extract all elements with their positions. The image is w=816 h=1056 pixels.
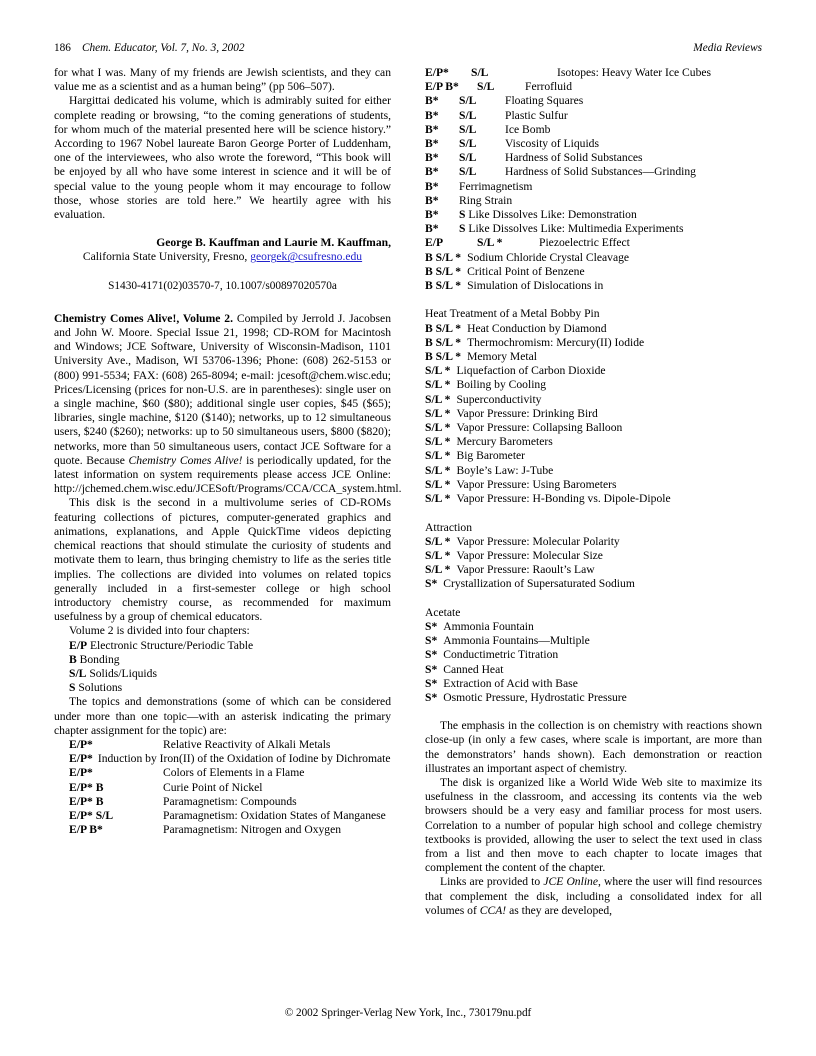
- topic-item: [425, 435, 762, 449]
- topic-title: Crystallization of Supersaturated Sodium: [443, 577, 635, 591]
- right-topic-list: [425, 66, 762, 705]
- topic-item: [425, 322, 762, 336]
- topic-title: Conductimetric Titration: [443, 648, 559, 662]
- topic-code-primary: S/L *: [425, 449, 451, 463]
- topic-code-secondary: S/L: [471, 66, 489, 79]
- topic-item: [425, 336, 762, 350]
- topic-item: [54, 823, 391, 837]
- spacer: [54, 222, 391, 236]
- topic-item: [425, 577, 762, 591]
- topic-item: [425, 535, 762, 549]
- topic-title: Sodium Chloride Crystal Cleavage: [467, 250, 630, 264]
- chapter-key-list: [54, 639, 391, 696]
- topic-code-secondary: S/L: [459, 151, 477, 165]
- topic-item: [425, 521, 762, 535]
- topic-code-primary: B*: [425, 193, 439, 207]
- topic-code: E/P* B: [69, 780, 104, 794]
- topic-code-primary: S*: [425, 676, 438, 690]
- topic-item: [425, 251, 762, 265]
- chapter-label: Electronic Structure/Periodic Table: [89, 638, 254, 652]
- topic-code-secondary: S/L: [459, 108, 477, 122]
- links-text-tail: as they are developed,: [506, 903, 613, 917]
- topic-code-primary: S/L *: [425, 406, 451, 420]
- topic-item: [425, 123, 762, 137]
- topic-title: Vapor Pressure: Molecular Size: [456, 548, 603, 562]
- review-citation-rest: Compiled by Jerrold J. Jacobsen and John W. Moore. Special Issue 21, 1998; CD-ROM for Macintosh and Windows; JCE Software, University of Wisconsin-Madison, 1101 University Ave., Madison, WI 53706-1396; Phone: (608) 262-5153 or (800) 991-5534; FAX: (608) 265-8094; e-mail: jcesoft@chem.wisc.edu; Prices/Licensing (prices for non-U.S. are in parentheses): single user on a single machine, $60 ($80); additional single user copies, $45 ($65); libraries, single machine, $120 ($140); networks, up to 12 simultaneous users, $240 ($260); networks: up to 50 simultaneous users, $800 ($820); networks, more than 50 simultaneous users, contact JCE Software for a quote. Because: [54, 311, 391, 467]
- topic-item: [54, 781, 391, 795]
- topic-code: E/P B*: [69, 823, 103, 837]
- chapter-key-item: [54, 667, 391, 681]
- chapter-key-item: [54, 681, 391, 695]
- topic-title: Colors of Elements in a Flame: [163, 766, 305, 780]
- topic-title: Vapor Pressure: Using Barometers: [456, 477, 617, 491]
- author-block: [54, 236, 391, 264]
- topic-title: Thermochromism: Mercury(II) Iodide: [467, 335, 645, 349]
- topic-title: Floating Squares: [505, 94, 584, 108]
- topic-item: [425, 464, 762, 478]
- topic-title: Canned Heat: [443, 662, 504, 676]
- topic-item: [425, 648, 762, 662]
- topic-title: Attraction: [425, 520, 473, 534]
- topic-title: Acetate: [425, 605, 461, 619]
- topic-title: Heat Treatment of a Metal Bobby Pin: [425, 307, 600, 321]
- topic-title: Paramagnetism: Oxidation States of Manganese: [163, 808, 386, 822]
- topic-code-primary: B S/L *: [425, 250, 462, 264]
- jce-online-italic: JCE Online: [543, 875, 598, 889]
- topic-code-primary: S*: [425, 662, 438, 676]
- topic-title: Ring Strain: [459, 193, 513, 207]
- topic-item: [425, 279, 762, 293]
- topic-code-tertiary: S: [459, 222, 469, 236]
- topic-title: Boyle’s Law: J-Tube: [456, 463, 554, 477]
- topic-code-primary: E/P: [425, 236, 444, 250]
- topic-title: Osmotic Pressure, Hydrostatic Pressure: [443, 690, 627, 704]
- topic-title: Vapor Pressure: H-Bonding vs. Dipole-Dipole: [456, 492, 671, 506]
- author-affiliation: [54, 250, 391, 264]
- topic-title: Big Barometer: [456, 449, 526, 463]
- topic-code-primary: B S/L *: [425, 264, 462, 278]
- topic-code-primary: S/L *: [425, 492, 451, 506]
- topic-code-primary: B*: [425, 151, 439, 165]
- topic-item: [425, 94, 762, 108]
- topic-title: Induction by Iron(II) of the Oxidation of Iodine by Dichromate: [97, 752, 391, 766]
- review-title-italic: Chemistry Comes Alive!: [128, 453, 243, 467]
- topic-title: Relative Reactivity of Alkali Metals: [163, 737, 331, 751]
- topic-title: Superconductivity: [456, 392, 542, 406]
- topic-code: E/P* B: [69, 794, 104, 808]
- topic-code-primary: B*: [425, 208, 439, 222]
- topic-item: [425, 663, 762, 677]
- topic-item: [425, 492, 762, 506]
- topic-item: [425, 606, 762, 620]
- topic-code: E/P*: [69, 752, 93, 766]
- review-citation: [54, 311, 402, 497]
- paragraph-volume-intro: Volume 2 is divided into four chapters:: [69, 624, 250, 638]
- page-footer: © 2002 Springer-Verlag New York, Inc., 730179nu.pdf: [284, 1007, 532, 1019]
- topic-code-secondary: S/L: [459, 122, 477, 136]
- left-topic-list: [54, 738, 391, 837]
- topic-title: Vapor Pressure: Raoult’s Law: [456, 563, 595, 577]
- topic-title: Simulation of Dislocations in: [467, 279, 604, 293]
- topic-item: [54, 795, 391, 809]
- topic-title: Vapor Pressure: Molecular Polarity: [456, 534, 620, 548]
- cca-italic: CCA!: [479, 903, 507, 917]
- topic-title: Piezoelectric Effect: [539, 236, 630, 250]
- topic-item: [425, 151, 762, 165]
- topic-title: Paramagnetism: Compounds: [163, 794, 297, 808]
- topic-item: [425, 350, 762, 364]
- chapter-code: S: [69, 681, 76, 695]
- topic-code-primary: B*: [425, 165, 439, 179]
- links-text-pre: Links are provided to: [440, 875, 544, 889]
- topic-code-primary: S/L *: [425, 477, 451, 491]
- topic-title: Memory Metal: [467, 350, 537, 364]
- section-title: Media Reviews: [693, 42, 762, 54]
- review-title: Chemistry Comes Alive!, Volume 2.: [54, 311, 233, 325]
- right-column: [425, 66, 762, 918]
- topic-item: [425, 180, 762, 194]
- topic-title: Mercury Barometers: [456, 435, 553, 449]
- chapter-key-item: [54, 653, 391, 667]
- topic-title: Heat Conduction by Diamond: [467, 321, 607, 335]
- topic-code-primary: S/L *: [425, 463, 451, 477]
- chapter-key-item: [54, 639, 391, 653]
- topic-item: [54, 809, 391, 823]
- topic-item: [425, 66, 762, 80]
- topic-item: [425, 194, 762, 208]
- topic-code-primary: S*: [425, 690, 438, 704]
- topic-code-primary: B*: [425, 222, 439, 236]
- topic-item: [425, 364, 762, 378]
- topic-item: [425, 80, 762, 94]
- topic-item: [425, 208, 762, 222]
- paragraph-continued: for what I was. Many of my friends are Jewish scientists, and they can value me as a scientist and as a human being” (pp 506–507).: [54, 66, 391, 94]
- topic-code: E/P* S/L: [69, 808, 114, 822]
- topic-item: [425, 222, 762, 236]
- topic-code-primary: S/L *: [425, 392, 451, 406]
- topic-spacer: [425, 506, 762, 520]
- topic-code-primary: S/L *: [425, 534, 451, 548]
- topic-item: [425, 393, 762, 407]
- topic-title: Boiling by Cooling: [456, 378, 547, 392]
- topic-item: [425, 236, 762, 250]
- topic-code-primary: S/L *: [425, 563, 451, 577]
- doi-line: S1430-4171(02)03570-7, 10.1007/s00897020570a: [108, 279, 337, 292]
- topic-code-secondary: S/L: [459, 94, 477, 108]
- author-email-link[interactable]: georgek@csufresno.edu: [250, 250, 363, 264]
- topic-code-primary: S*: [425, 648, 438, 662]
- topic-item: [54, 738, 391, 752]
- journal-citation: Chem. Educator, Vol. 7, No. 3, 2002: [81, 42, 245, 54]
- paragraph-hargittai: Hargittai dedicated his volume, which is admirably suited for either complete reading or browsing, “to the coming generations of students, for whom much of the material presented here will be science history.” According to 1967 Nobel laureate Baron George Porter of Luddenham, one of the interviewees, who also wrote the foreword, “This book will be enjoyed by all who have some interest in science and it will be of special value to the young people whom it may encourage to follow those, whose stories are told here.” We heartily agree with his evaluation.: [54, 94, 391, 222]
- left-column: [54, 66, 402, 837]
- topic-code-primary: B*: [425, 137, 439, 151]
- topic-title: Curie Point of Nickel: [163, 780, 263, 794]
- topic-item: [425, 137, 762, 151]
- topic-item: [54, 752, 391, 766]
- topic-title: Plastic Sulfur: [505, 108, 568, 122]
- topic-code-primary: B S/L *: [425, 279, 462, 293]
- topic-spacer: [425, 592, 762, 606]
- topic-item: [425, 677, 762, 691]
- topic-item: [425, 407, 762, 421]
- topic-code-secondary: S/L: [459, 165, 477, 179]
- topic-title: Ferrimagnetism: [459, 179, 533, 193]
- topic-code-primary: B S/L *: [425, 335, 462, 349]
- topic-spacer: [425, 293, 762, 307]
- affiliation-text: California State University, Fresno,: [82, 250, 251, 264]
- spacer: [54, 265, 391, 279]
- topic-title: Hardness of Solid Substances: [505, 151, 643, 165]
- topic-title: Paramagnetism: Nitrogen and Oxygen: [163, 823, 342, 837]
- topic-item: [425, 549, 762, 563]
- topic-title: Like Dissolves Like: Multimedia Experiments: [468, 222, 684, 236]
- chapter-code: E/P: [69, 638, 88, 652]
- paragraph-topics-intro: The topics and demonstrations (some of which can be considered under more than one topic—with an asterisk indicating the primary chapter assignment for the topic) are:: [54, 695, 391, 737]
- topic-code-tertiary: S: [459, 208, 469, 222]
- chapter-code: B: [69, 652, 77, 666]
- topic-code: E/P*: [69, 737, 93, 751]
- topic-code-primary: S/L *: [425, 364, 451, 378]
- topic-item: [425, 165, 762, 179]
- topic-item: [425, 421, 762, 435]
- topic-title: Liquefaction of Carbon Dioxide: [456, 364, 606, 378]
- topic-code: E/P*: [69, 766, 93, 780]
- topic-title: Ammonia Fountains—Multiple: [443, 634, 590, 648]
- chapter-label: Bonding: [79, 652, 120, 666]
- topic-code-primary: B*: [425, 108, 439, 122]
- spacer: [425, 705, 762, 719]
- topic-title: Vapor Pressure: Drinking Bird: [456, 406, 598, 420]
- paragraph-links: [425, 875, 762, 918]
- topic-code-primary: E/P*: [425, 66, 449, 79]
- links-text-mid: , where the user will find resources that complement the disk, including a consolidated index for all volumes of: [425, 875, 762, 917]
- topic-code-primary: B*: [425, 179, 439, 193]
- page-folio: 186: [54, 42, 71, 54]
- topic-code-primary: S/L *: [425, 421, 451, 435]
- topic-title: Hardness of Solid Substances—Grinding: [505, 165, 696, 179]
- topic-title: Viscosity of Liquids: [505, 137, 599, 151]
- topic-code-primary: S*: [425, 619, 438, 633]
- chapter-label: Solids/Liquids: [89, 666, 157, 680]
- spacer: [54, 293, 391, 312]
- topic-code-primary: B S/L *: [425, 321, 462, 335]
- topic-item: [425, 691, 762, 705]
- topic-code-primary: B S/L *: [425, 350, 462, 364]
- topic-title: Vapor Pressure: Collapsing Balloon: [456, 421, 623, 435]
- topic-item: [425, 449, 762, 463]
- paragraph-organized: The disk is organized like a World Wide Web site to maximize its usefulness in the classroom, and accessing its contents via the web browsers should be a very easy and familiar process for most users. Correlation to a number of popular high school and college chemistry textbooks is provided, allowing the user to select the text used in class from a list and then move to each chapter to locate images that complement the content of the chapter.: [425, 775, 762, 875]
- author-names: George B. Kauffman and Laurie M. Kauffman,: [156, 236, 391, 250]
- topic-title: Ammonia Fountain: [443, 619, 534, 633]
- topic-code-primary: B*: [425, 122, 439, 136]
- topic-code-primary: S*: [425, 634, 438, 648]
- topic-item: [425, 634, 762, 648]
- topic-code-primary: S/L *: [425, 378, 451, 392]
- topic-item: [425, 620, 762, 634]
- topic-title: Isotopes: Heavy Water Ice Cubes: [557, 66, 712, 79]
- topic-code-primary: S*: [425, 577, 438, 591]
- topic-item: [54, 766, 391, 780]
- topic-item: [425, 109, 762, 123]
- topic-title: Ice Bomb: [505, 122, 551, 136]
- review-citation-tail: is periodically updated, for the latest information on system requirements please access JCE Online: http://jchemed.chem.wisc.edu/JCESoft/Programs/CCA/CCA_system.html.: [54, 453, 402, 496]
- topic-code-secondary: S/L: [459, 137, 477, 151]
- topic-title: Like Dissolves Like: Demonstration: [468, 208, 637, 222]
- topic-code-secondary: S/L *: [477, 236, 503, 250]
- chapter-label: Solutions: [78, 681, 123, 695]
- topic-title: Ferrofluid: [525, 80, 573, 94]
- topic-code-primary: B*: [425, 94, 439, 108]
- topic-item: [425, 307, 762, 321]
- topic-item: [425, 563, 762, 577]
- topic-title: Critical Point of Benzene: [467, 264, 585, 278]
- topic-item: [425, 478, 762, 492]
- paragraph-disk-description: This disk is the second in a multivolume series of CD-ROMs featuring collections of pictures, computer-generated graphics and animations, explanations, and Apple QuickTime videos depicting chemical reactions that should stimulate the curiosity of students and motivate them to learn, thus bringing chemistry to life as the series title implies. The collections are divided into volumes on related topics generally included in a first-semester college or high school introductory chemistry course, as recommended for maximum usefulness by a group of chemical educators.: [54, 496, 391, 624]
- topic-code-primary: S/L *: [425, 435, 451, 449]
- topic-code-secondary: S/L: [477, 80, 495, 94]
- topic-item: [425, 378, 762, 392]
- topic-item: [425, 265, 762, 279]
- topic-title: Extraction of Acid with Base: [443, 676, 578, 690]
- topic-code-primary: S/L *: [425, 548, 451, 562]
- running-head: [54, 40, 762, 56]
- paragraph-emphasis: The emphasis in the collection is on chemistry with reactions shown close-up (in only a few cases, where scale is important, are more than the demonstrators’ hands shown). Each demonstration or reaction illustrates an important aspect of chemistry.: [425, 719, 762, 775]
- chapter-code: S/L: [69, 666, 87, 680]
- topic-code-primary: E/P B*: [425, 80, 459, 94]
